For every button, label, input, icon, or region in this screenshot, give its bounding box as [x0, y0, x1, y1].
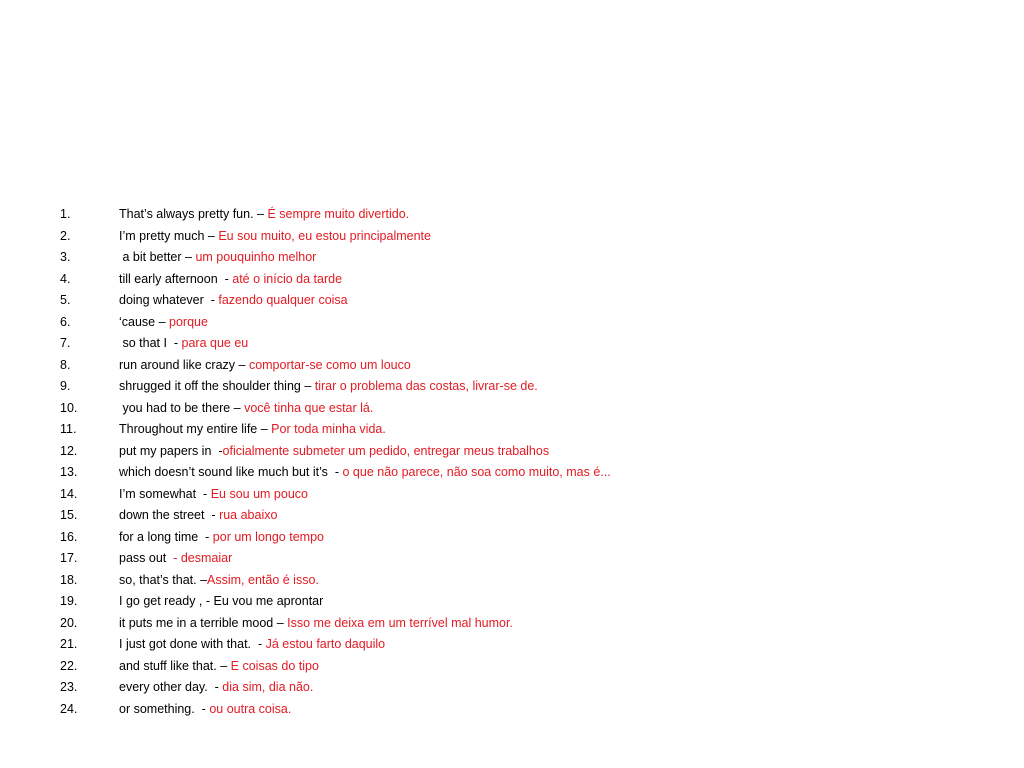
list-item-number: 20.	[60, 615, 78, 630]
list-item-text	[119, 656, 319, 678]
list-item-text	[119, 570, 319, 592]
english-phrase: Throughout my entire life –	[119, 422, 272, 436]
list-item-number: 21.	[60, 637, 78, 651]
list-item-number: 12.	[60, 443, 78, 458]
english-phrase: pass out	[119, 551, 174, 565]
list-item-text	[119, 505, 277, 527]
list-item-number: 14.	[60, 486, 78, 501]
list-item-text	[119, 204, 409, 226]
list-item-number: 24.	[60, 701, 78, 716]
list-item-text	[119, 419, 386, 441]
list-item-number: 16.	[60, 529, 78, 544]
portuguese-translation: Isso me deixa em um terrível mal humor.	[287, 615, 513, 630]
english-phrase: for a long time -	[119, 529, 213, 544]
english-phrase: which doesn’t sound like much but it’s -	[119, 465, 343, 479]
list-item-text	[119, 376, 538, 398]
portuguese-translation: Eu sou um pouco	[210, 486, 308, 501]
list-item-text	[119, 677, 313, 699]
list-item-text	[119, 591, 323, 613]
portuguese-translation: tirar o problema das costas, livrar-se de.	[314, 379, 538, 393]
list-item-number: 7.	[60, 336, 71, 350]
list-item-text	[119, 398, 373, 420]
list-item-text	[119, 312, 208, 334]
portuguese-translation: o que não parece, não soa como muito, mas é...	[342, 465, 611, 479]
list-item-number: 10.	[60, 400, 78, 415]
portuguese-translation: dia sim, dia não.	[222, 680, 314, 694]
list-item-number: 3.	[60, 250, 71, 264]
portuguese-translation: Por toda minha vida.	[271, 422, 386, 436]
english-phrase: a bit better –	[119, 250, 196, 264]
english-phrase: down the street -	[119, 508, 220, 522]
portuguese-translation: Assim, então é isso.	[207, 572, 319, 587]
list-item-number: 1.	[60, 207, 71, 221]
english-phrase: put my papers in -	[119, 443, 223, 458]
list-item-text	[119, 699, 291, 721]
list-item-text	[119, 634, 385, 656]
portuguese-translation: oficialmente submeter um pedido, entregar meus trabalhos	[222, 443, 550, 458]
list-item-text	[119, 484, 308, 506]
portuguese-translation: você tinha que estar lá.	[244, 400, 374, 415]
list-item-text	[119, 269, 342, 291]
portuguese-translation: por um longo tempo	[212, 529, 324, 544]
english-phrase: I just got done with that. -	[119, 637, 266, 651]
portuguese-translation: rua abaixo	[219, 508, 278, 522]
list-item-number: 2.	[60, 228, 71, 243]
list-item-text	[119, 462, 611, 484]
english-phrase: ‘cause –	[119, 314, 170, 329]
list-item-text	[119, 247, 316, 269]
english-phrase: I’m pretty much –	[119, 228, 219, 243]
list-item-number: 4.	[60, 271, 71, 286]
portuguese-translation: um pouquinho melhor	[195, 250, 317, 264]
portuguese-translation: É sempre muito divertido.	[267, 207, 410, 221]
english-phrase: I’m somewhat -	[119, 486, 211, 501]
portuguese-translation: porque	[169, 314, 208, 329]
list-item-number: 23.	[60, 680, 78, 694]
list-item-number: 6.	[60, 314, 71, 329]
english-phrase: it puts me in a terrible mood –	[119, 615, 288, 630]
list-item-text	[119, 290, 348, 312]
list-item-text	[119, 548, 232, 570]
list-item-number: 5.	[60, 293, 71, 307]
list-item-number: 19.	[60, 594, 78, 608]
english-phrase: every other day. -	[119, 680, 223, 694]
portuguese-translation: até o início da tarde	[232, 271, 343, 286]
list-item-number: 18.	[60, 572, 78, 587]
english-phrase: run around like crazy –	[119, 357, 249, 372]
english-phrase: and stuff like that. –	[119, 658, 231, 673]
portuguese-translation: para que eu	[181, 336, 249, 350]
portuguese-translation: - desmaiar	[173, 551, 233, 565]
english-phrase: I go get ready , - Eu vou me aprontar	[119, 594, 324, 608]
list-item-number: 8.	[60, 357, 71, 372]
english-phrase: That’s always pretty fun. –	[119, 207, 268, 221]
list-item-text	[119, 333, 248, 355]
portuguese-translation: fazendo qualquer coisa	[218, 293, 348, 307]
portuguese-translation: Eu sou muito, eu estou principalmente	[218, 228, 431, 243]
english-phrase: you had to be there –	[119, 400, 245, 415]
list-item-text	[119, 527, 324, 549]
portuguese-translation: Já estou farto daquilo	[265, 637, 386, 651]
list-item-text	[119, 355, 411, 377]
list-item-number: 11.	[60, 422, 77, 436]
list-item-number: 9.	[60, 379, 71, 393]
list-item-text	[119, 226, 431, 248]
list-item-number: 15.	[60, 508, 78, 522]
portuguese-translation: E coisas do tipo	[230, 658, 319, 673]
english-phrase: doing whatever -	[119, 293, 219, 307]
list-item-number: 13.	[60, 465, 78, 479]
list-item-text	[119, 441, 549, 463]
list-item-text	[119, 613, 513, 635]
list-item-number: 17.	[60, 551, 78, 565]
english-phrase: shrugged it off the shoulder thing –	[119, 379, 315, 393]
english-phrase: so, that’s that. –	[119, 572, 208, 587]
portuguese-translation: ou outra coisa.	[209, 701, 292, 716]
english-phrase: or something. -	[119, 701, 210, 716]
english-phrase: till early afternoon -	[119, 271, 233, 286]
english-phrase: so that I -	[119, 336, 182, 350]
portuguese-translation: comportar-se como um louco	[248, 357, 411, 372]
list-item-number: 22.	[60, 658, 78, 673]
